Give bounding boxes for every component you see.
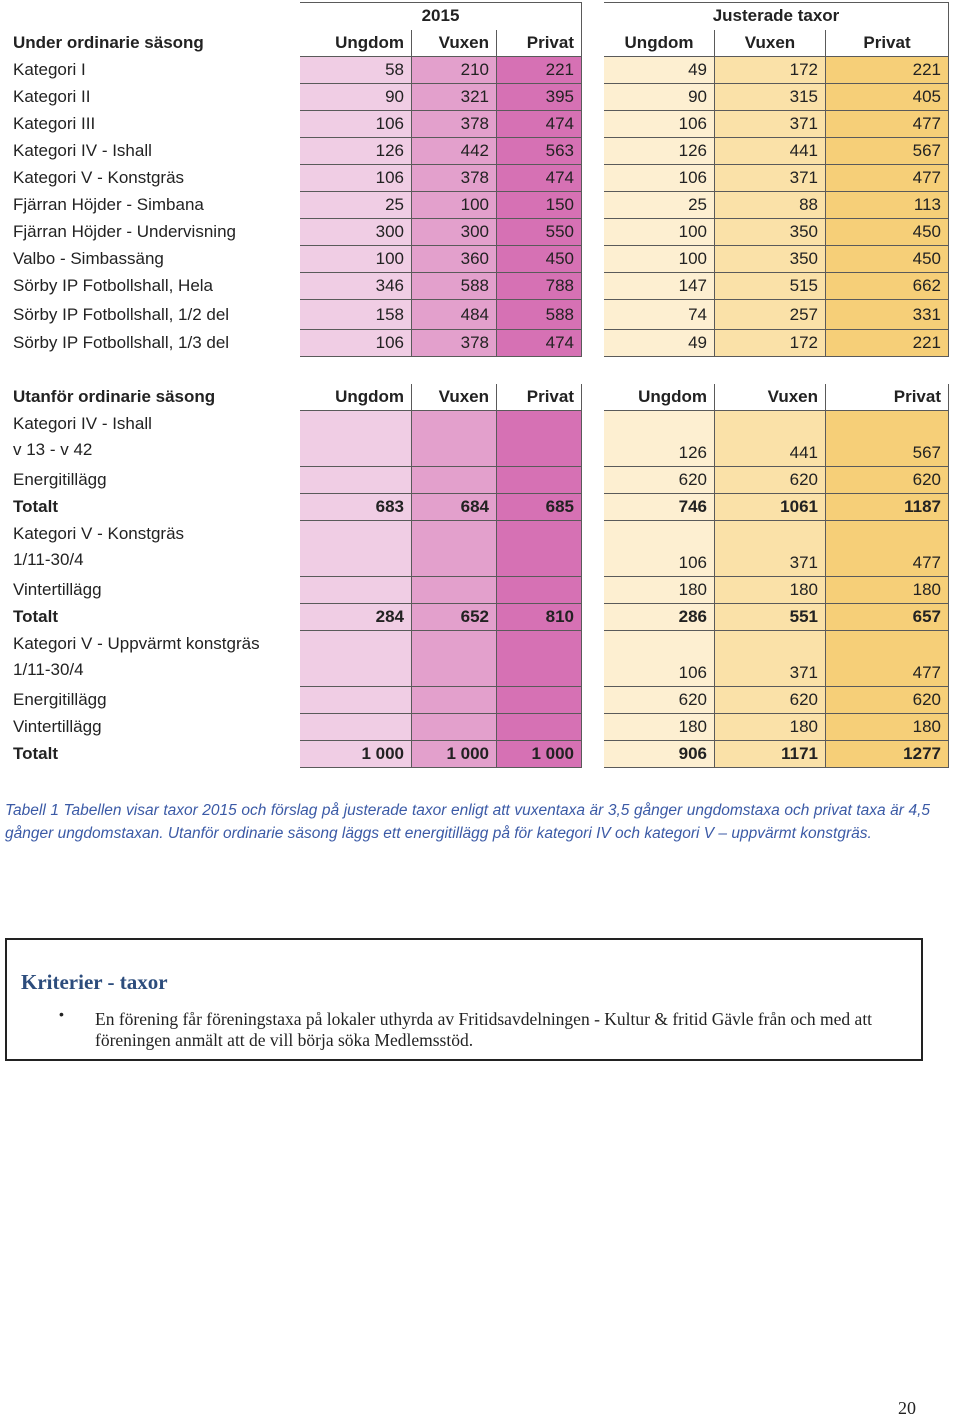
section-title-off-season: Utanför ordinarie säsong xyxy=(13,387,216,406)
row-label xyxy=(6,411,300,467)
value-2015: 106 xyxy=(300,330,412,357)
table-row xyxy=(6,111,949,138)
col-header-privat: Privat xyxy=(497,30,582,57)
row-label-line: v 13 - v 42 xyxy=(13,440,93,459)
value-adjusted: 113 xyxy=(826,192,949,219)
table-row xyxy=(6,687,949,714)
value-adjusted: 172 xyxy=(715,330,826,357)
value-adjusted: 180 xyxy=(715,577,826,604)
table-row xyxy=(6,494,949,521)
row-label: Totalt xyxy=(13,744,59,763)
value-2015: 150 xyxy=(497,192,582,219)
row-label: Kategori I xyxy=(13,60,86,79)
col-header-privat-adj: Privat xyxy=(826,30,949,57)
table-row xyxy=(6,246,949,273)
value-adjusted: 551 xyxy=(715,604,826,631)
value-2015: 378 xyxy=(412,165,497,192)
value-adjusted: 371 xyxy=(715,111,826,138)
row-label: Kategori II xyxy=(13,87,91,106)
value-2015: 100 xyxy=(412,192,497,219)
row-label: Kategori V - Konstgräs xyxy=(13,168,185,187)
header-2015: 2015 xyxy=(300,3,582,30)
col-header-vuxen: Vuxen xyxy=(412,30,497,57)
row-label: Kategori III xyxy=(13,114,96,133)
value-2015: 788 xyxy=(497,273,582,300)
table-row xyxy=(6,300,949,330)
row-label: Fjärran Höjder - Undervisning xyxy=(13,222,236,241)
table-row xyxy=(6,330,949,357)
value-adjusted: 106 xyxy=(604,111,715,138)
value-adjusted: 180 xyxy=(715,714,826,741)
row-label-line: Kategori IV - Ishall xyxy=(13,414,152,433)
value-2015: 683 xyxy=(300,494,412,521)
value-2015: 321 xyxy=(412,84,497,111)
value-adjusted: 106 xyxy=(604,521,715,577)
value-adjusted: 180 xyxy=(826,577,949,604)
row-label-line: Kategori V - Konstgräs xyxy=(13,524,185,543)
value-2015 xyxy=(497,577,582,604)
value-adjusted: 25 xyxy=(604,192,715,219)
value-adjusted: 172 xyxy=(715,57,826,84)
value-2015: 360 xyxy=(412,246,497,273)
row-label: Vintertillägg xyxy=(13,580,102,599)
value-2015: 158 xyxy=(300,300,412,330)
row-label: Energitillägg xyxy=(13,690,107,709)
value-adjusted: 126 xyxy=(604,138,715,165)
table-row xyxy=(6,714,949,741)
value-adjusted: 657 xyxy=(826,604,949,631)
value-2015: 300 xyxy=(300,219,412,246)
page-number: 20 xyxy=(898,1398,916,1418)
value-2015: 810 xyxy=(497,604,582,631)
criteria-title: Kriterier - taxor xyxy=(21,970,168,994)
value-adjusted: 450 xyxy=(826,219,949,246)
value-adjusted: 90 xyxy=(604,84,715,111)
value-2015: 25 xyxy=(300,192,412,219)
table-header-columns xyxy=(6,30,949,57)
header-adjusted-taxes: Justerade taxor xyxy=(604,3,949,30)
value-adjusted: 441 xyxy=(715,138,826,165)
value-adjusted: 515 xyxy=(715,273,826,300)
value-adjusted: 106 xyxy=(604,165,715,192)
row-label: Sörby IP Fotbollshall, Hela xyxy=(13,276,214,295)
value-2015 xyxy=(412,411,497,467)
value-2015: 550 xyxy=(497,219,582,246)
value-adjusted: 1171 xyxy=(715,741,826,768)
value-adjusted: 147 xyxy=(604,273,715,300)
value-2015 xyxy=(300,714,412,741)
value-2015: 652 xyxy=(412,604,497,631)
table-row xyxy=(6,273,949,300)
value-2015 xyxy=(300,631,412,687)
value-2015: 474 xyxy=(497,111,582,138)
value-2015: 474 xyxy=(497,165,582,192)
value-adjusted: 286 xyxy=(604,604,715,631)
table-row xyxy=(6,192,949,219)
value-2015 xyxy=(300,467,412,494)
value-2015: 106 xyxy=(300,111,412,138)
col-header: Vuxen xyxy=(412,384,497,411)
value-2015: 588 xyxy=(497,300,582,330)
table-row xyxy=(6,411,949,467)
value-2015 xyxy=(412,577,497,604)
value-adjusted: 620 xyxy=(715,687,826,714)
value-adjusted: 106 xyxy=(604,631,715,687)
value-adjusted: 180 xyxy=(604,577,715,604)
table-row xyxy=(6,577,949,604)
value-2015 xyxy=(412,467,497,494)
value-2015: 300 xyxy=(412,219,497,246)
value-adjusted: 620 xyxy=(826,687,949,714)
value-adjusted: 88 xyxy=(715,192,826,219)
value-adjusted: 405 xyxy=(826,84,949,111)
section-spacer xyxy=(6,357,949,384)
row-label xyxy=(6,521,300,577)
value-adjusted: 126 xyxy=(604,411,715,467)
value-2015: 284 xyxy=(300,604,412,631)
value-2015: 90 xyxy=(300,84,412,111)
value-2015: 378 xyxy=(412,330,497,357)
value-adjusted: 180 xyxy=(826,714,949,741)
value-2015 xyxy=(300,687,412,714)
col-header: Ungdom xyxy=(604,384,715,411)
value-adjusted: 100 xyxy=(604,219,715,246)
row-label: Totalt xyxy=(13,607,59,626)
table-header-years xyxy=(6,3,949,30)
value-2015: 100 xyxy=(300,246,412,273)
table-row xyxy=(6,138,949,165)
value-adjusted: 450 xyxy=(826,246,949,273)
col-header-vuxen-adj: Vuxen xyxy=(715,30,826,57)
value-adjusted: 567 xyxy=(826,411,949,467)
value-2015: 442 xyxy=(412,138,497,165)
table-row xyxy=(6,741,949,768)
value-adjusted: 477 xyxy=(826,631,949,687)
value-adjusted: 74 xyxy=(604,300,715,330)
value-adjusted: 477 xyxy=(826,521,949,577)
value-adjusted: 906 xyxy=(604,741,715,768)
row-label-line: 1/11-30/4 xyxy=(13,660,84,679)
value-2015 xyxy=(497,411,582,467)
col-header: Ungdom xyxy=(300,384,412,411)
value-2015: 126 xyxy=(300,138,412,165)
col-header: Privat xyxy=(497,384,582,411)
value-2015: 684 xyxy=(412,494,497,521)
bullet-icon: • xyxy=(59,1006,64,1022)
value-2015: 588 xyxy=(412,273,497,300)
tariff-table xyxy=(5,2,949,768)
tariff-sheet xyxy=(5,2,949,768)
col-header-ungdom: Ungdom xyxy=(300,30,412,57)
criteria-text: En förening får föreningstaxa på lokaler uthyrda av Fritidsavdelningen - Kultur & fritid Gävle från och med att föreningen anmält att de vill börja söka Medlemsstöd. xyxy=(95,1009,873,1050)
value-adjusted: 1061 xyxy=(715,494,826,521)
value-adjusted: 221 xyxy=(826,57,949,84)
col-header: Privat xyxy=(826,384,949,411)
table-row xyxy=(6,467,949,494)
value-adjusted: 746 xyxy=(604,494,715,521)
row-label: Vintertillägg xyxy=(13,717,102,736)
value-adjusted: 221 xyxy=(826,330,949,357)
value-2015: 210 xyxy=(412,57,497,84)
row-label-line: Kategori V - Uppvärmt konstgräs xyxy=(13,634,260,653)
value-adjusted: 371 xyxy=(715,631,826,687)
value-2015: 474 xyxy=(497,330,582,357)
row-label: Totalt xyxy=(13,497,59,516)
col-header-ungdom-adj: Ungdom xyxy=(604,30,715,57)
value-2015 xyxy=(300,577,412,604)
value-2015: 1 000 xyxy=(300,741,412,768)
value-adjusted: 49 xyxy=(604,330,715,357)
value-2015 xyxy=(497,521,582,577)
value-adjusted: 331 xyxy=(826,300,949,330)
value-2015: 563 xyxy=(497,138,582,165)
value-adjusted: 350 xyxy=(715,246,826,273)
value-adjusted: 1277 xyxy=(826,741,949,768)
value-2015 xyxy=(300,521,412,577)
row-label: Kategori IV - Ishall xyxy=(13,141,152,160)
value-2015 xyxy=(300,411,412,467)
table-row xyxy=(6,219,949,246)
row-label-line: 1/11-30/4 xyxy=(13,550,84,569)
value-adjusted: 477 xyxy=(826,111,949,138)
value-2015: 221 xyxy=(497,57,582,84)
value-2015 xyxy=(497,631,582,687)
row-label: Sörby IP Fotbollshall, 1/3 del xyxy=(13,333,230,352)
value-2015 xyxy=(412,687,497,714)
value-adjusted: 315 xyxy=(715,84,826,111)
value-adjusted: 1187 xyxy=(826,494,949,521)
value-adjusted: 620 xyxy=(826,467,949,494)
table-row xyxy=(6,604,949,631)
value-adjusted: 620 xyxy=(604,687,715,714)
value-adjusted: 662 xyxy=(826,273,949,300)
section-title-ordinary: Under ordinarie säsong xyxy=(13,33,204,52)
value-adjusted: 350 xyxy=(715,219,826,246)
value-2015 xyxy=(497,687,582,714)
value-adjusted: 49 xyxy=(604,57,715,84)
value-2015: 58 xyxy=(300,57,412,84)
value-2015: 395 xyxy=(497,84,582,111)
table-row xyxy=(6,84,949,111)
value-2015: 106 xyxy=(300,165,412,192)
tariff-table-body xyxy=(6,3,949,768)
value-adjusted: 100 xyxy=(604,246,715,273)
value-adjusted: 257 xyxy=(715,300,826,330)
value-2015: 450 xyxy=(497,246,582,273)
value-adjusted: 371 xyxy=(715,165,826,192)
value-2015 xyxy=(412,714,497,741)
value-adjusted: 180 xyxy=(604,714,715,741)
value-adjusted: 441 xyxy=(715,411,826,467)
criteria-box xyxy=(5,938,923,1061)
value-adjusted: 620 xyxy=(715,467,826,494)
value-2015 xyxy=(412,521,497,577)
row-label: Energitillägg xyxy=(13,470,107,489)
value-2015: 1 000 xyxy=(412,741,497,768)
value-2015: 484 xyxy=(412,300,497,330)
table-row xyxy=(6,631,949,687)
row-label: Fjärran Höjder - Simbana xyxy=(13,195,204,214)
table-header-off-season xyxy=(6,384,949,411)
value-2015: 346 xyxy=(300,273,412,300)
value-adjusted: 620 xyxy=(604,467,715,494)
value-adjusted: 567 xyxy=(826,138,949,165)
table-row xyxy=(6,57,949,84)
value-2015 xyxy=(412,631,497,687)
value-2015 xyxy=(497,714,582,741)
table-row xyxy=(6,165,949,192)
row-label: Sörby IP Fotbollshall, 1/2 del xyxy=(13,304,230,324)
value-adjusted: 371 xyxy=(715,521,826,577)
row-label xyxy=(6,631,300,687)
row-label: Valbo - Simbassäng xyxy=(13,249,164,268)
value-2015 xyxy=(497,467,582,494)
col-header: Vuxen xyxy=(715,384,826,411)
table-caption: Tabell 1 Tabellen visar taxor 2015 och förslag på justerade taxor enligt att vuxentaxa är 3,5 gånger ungdomstaxa och privat taxa är 4,5 gånger ungdomstaxan. Utanför ordinarie säsong läggs ett energitillägg på för kategori IV och kategori V – uppvärmt konstgräs. xyxy=(5,802,930,842)
value-2015: 685 xyxy=(497,494,582,521)
table-row xyxy=(6,521,949,577)
value-adjusted: 477 xyxy=(826,165,949,192)
value-2015: 1 000 xyxy=(497,741,582,768)
value-2015: 378 xyxy=(412,111,497,138)
